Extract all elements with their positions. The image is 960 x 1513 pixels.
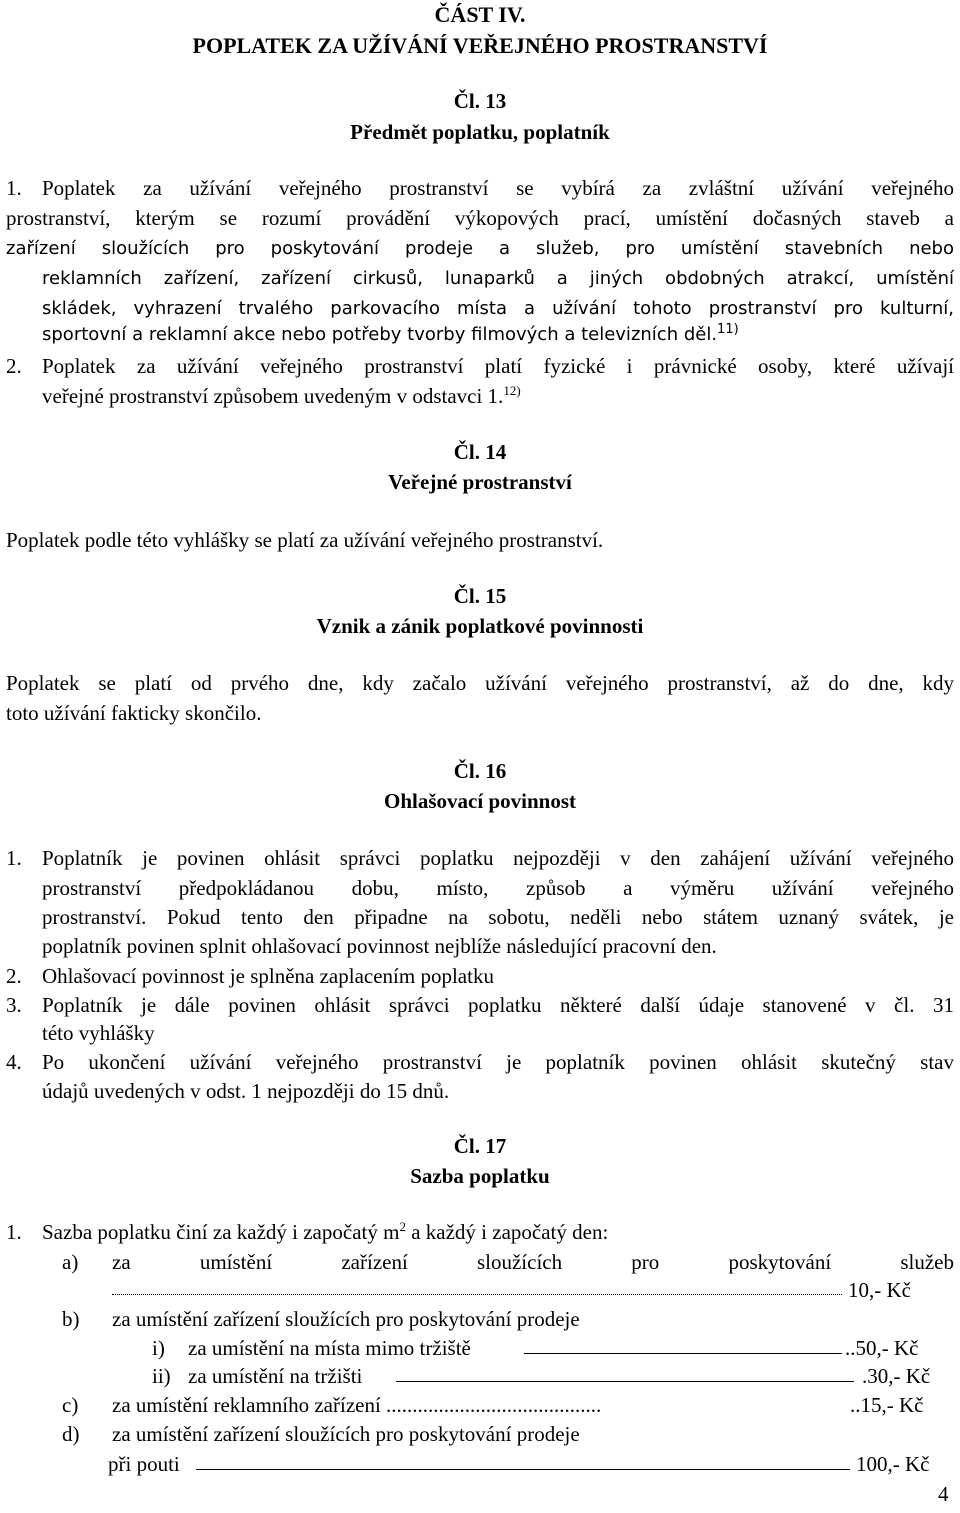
text-line: prostranství, kterým se rozumí provádění výkopových prací, umístění dočasných staveb a [6, 206, 954, 230]
text-line-body: Sazba poplatku činí za každý i započatý m [42, 1220, 400, 1244]
rate-item-text: při pouti [108, 1452, 180, 1476]
paragraph-number: 4. [6, 1050, 22, 1074]
text-line: údajů uvedených v odst. 1 nejpozději do 15 dnů. [42, 1079, 450, 1103]
page-number: 4 [938, 1482, 949, 1506]
rate-value: ..15,- Kč [850, 1393, 924, 1417]
text-line: prostranství. Pokud tento den připadne na sobotu, neděli nebo státem uznaný svátek, je [42, 905, 954, 929]
text-line: této vyhlášky [42, 1021, 155, 1045]
text-line-body: a každý i započatý den: [405, 1220, 609, 1244]
leader-line [196, 1468, 850, 1470]
part-heading: ČÁST IV. [434, 2, 526, 27]
rate-value: ..50,- Kč [845, 1336, 919, 1360]
text-line: zařízení sloužících pro poskytování prodeje a služeb, pro umístění stavebních nebo [6, 238, 954, 259]
text-line [42, 1220, 608, 1245]
paragraph-number: 1. [6, 176, 22, 200]
article-17-title: Sazba poplatku [410, 1164, 550, 1188]
footnote-ref: 11) [717, 322, 739, 337]
text-line: Poplatník je povinen ohlásit správci poplatku nejpozději v den zahájení užívání veřejného [42, 846, 954, 870]
item-label: b) [62, 1307, 80, 1331]
subitem-label: ii) [152, 1364, 171, 1388]
text-line: Poplatek se platí od prvého dne, kdy začalo užívání veřejného prostranství, až do dne, kdy [6, 671, 954, 695]
paragraph-number: 2. [6, 354, 22, 378]
paragraph-number: 3. [6, 993, 22, 1017]
article-13-title: Předmět poplatku, poplatník [350, 120, 610, 144]
article-16-title: Ohlašovací povinnost [384, 789, 576, 813]
article-14-number: Čl. 14 [453, 440, 507, 464]
text-line: poplatník povinen splnit ohlašovací povinnost nejblíže následující pracovní den. [42, 934, 717, 958]
text-line: Poplatník je dále povinen ohlásit správci poplatku některé další údaje stanovené v čl. 31 [42, 993, 954, 1017]
text-line: Ohlašovací povinnost je splněna zaplacením poplatku [42, 964, 494, 988]
rate-value: .30,- Kč [862, 1364, 931, 1388]
paragraph-number: 1. [6, 1220, 22, 1244]
text-line: Po ukončení užívání veřejného prostranství je poplatník povinen ohlásit skutečný stav [42, 1050, 954, 1074]
paragraph-number: 2. [6, 964, 22, 988]
rate-value: 100,- Kč [856, 1452, 930, 1476]
leader-line [112, 1293, 842, 1295]
item-label: d) [62, 1422, 80, 1446]
article-13-number: Čl. 13 [453, 89, 507, 113]
text-line: reklamních zařízení, zařízení cirkusů, lunaparků a jiných obdobných atrakcí, umístění [42, 268, 954, 289]
part-title: POPLATEK ZA UŽÍVÁNÍ VEŘEJNÉHO PROSTRANSTVÍ [192, 33, 768, 58]
article-15-number: Čl. 15 [453, 584, 507, 608]
article-17-number: Čl. 17 [453, 1134, 507, 1158]
rate-item-text: za umístění na tržišti [188, 1364, 363, 1388]
text-line: Poplatek za užívání veřejného prostranství platí fyzické i právnické osoby, které užívají [42, 354, 954, 378]
rate-value: 10,- Kč [848, 1278, 911, 1302]
rate-item-text: za umístění zařízení sloužících pro poskytování prodeje [112, 1307, 580, 1331]
rate-item-text: za umístění zařízení sloužících pro poskytování prodeje [112, 1422, 580, 1446]
item-label: c) [62, 1393, 79, 1417]
rate-item-text: za umístění na místa mimo tržiště [188, 1336, 471, 1360]
leader-line [524, 1352, 842, 1354]
rate-item-text: za umístění reklamního zařízení ......................................... [112, 1393, 602, 1417]
article-15-title: Vznik a zánik poplatkové povinnosti [316, 614, 644, 638]
text-line: Poplatek podle této vyhlášky se platí za užívání veřejného prostranství. [6, 528, 604, 552]
text-line: prostranství předpokládanou dobu, místo, způsob a výměru užívání veřejného [42, 876, 954, 900]
item-label: a) [62, 1250, 79, 1274]
superscript: 2 [399, 1219, 406, 1234]
text-line-body: sportovní a reklamní akce nebo potřeby tvorby filmových a televizních děl. [42, 324, 718, 345]
text-line: Poplatek za užívání veřejného prostranství se vybírá za zvláštní užívání veřejného [42, 176, 954, 200]
article-14-title: Veřejné prostranství [388, 470, 572, 494]
text-line [42, 384, 521, 409]
text-line: skládek, vyhrazení trvalého parkovacího místa a užívání tohoto prostranství pro kulturní, [42, 298, 954, 319]
text-line: toto užívání fakticky skončilo. [6, 701, 262, 725]
text-line-body: veřejné prostranství způsobem uvedeným v odstavci 1. [42, 384, 504, 408]
leader-line [396, 1380, 854, 1382]
paragraph-number: 1. [6, 846, 22, 870]
rate-item-text: za umístění zařízení sloužících pro poskytování služeb [112, 1250, 954, 1274]
footnote-ref: 12) [503, 383, 521, 398]
text-line [42, 324, 739, 345]
subitem-label: i) [152, 1336, 165, 1360]
article-16-number: Čl. 16 [453, 759, 507, 783]
